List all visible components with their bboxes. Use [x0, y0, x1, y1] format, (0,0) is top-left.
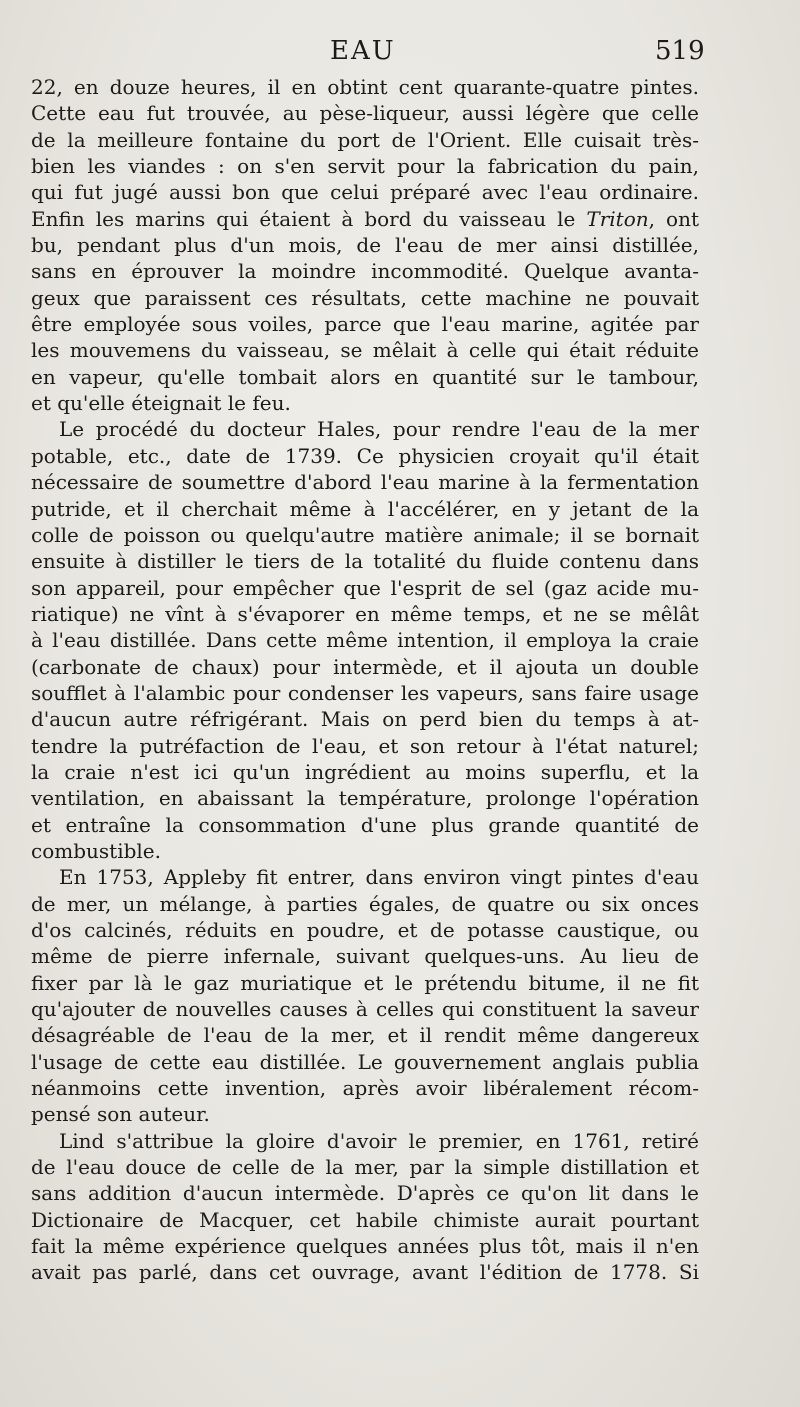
body-text [31, 74, 699, 1286]
text-line: être employée sous voiles, parce que l'eau marine, agitée par [31, 312, 699, 337]
text-line: d'os calcinés, réduits en poudre, et de potasse caustique, ou [31, 918, 699, 942]
text-line: la craie n'est ici qu'un ingrédient au moins superflu, et la [31, 759, 699, 784]
text-line: sans addition d'aucun intermède. D'après ce qu'on lit dans le [31, 1181, 699, 1206]
text-line: Le procédé du docteur Hales, pour rendre l'eau de la mer [59, 417, 699, 442]
text-run: , ont [648, 206, 699, 231]
text-line: potable, etc., date de 1739. Ce physicien croyait qu'il était [31, 443, 699, 468]
text-line: 22, en douze heures, il en obtint cent quarante-quatre pintes. [31, 75, 699, 99]
text-line: (carbonate de chaux) pour intermède, et il ajouta un double [31, 654, 699, 679]
text-line: bu, pendant plus d'un mois, de l'eau de mer ainsi distillée, [31, 233, 699, 258]
text-line: riatique) ne vînt à s'évaporer en même temps, et ne se mêlât [31, 601, 699, 626]
text-line: fixer par là le gaz muriatique et le prétendu bitume, il ne fit [31, 970, 699, 995]
text-line: combustible. [31, 838, 161, 863]
text-line [31, 206, 699, 232]
text-line: fait la même expérience quelques années plus tôt, mais il n'en [31, 1234, 699, 1259]
running-head: EAU [330, 36, 396, 66]
text-line: de la meilleure fontaine du port de l'Orient. Elle cuisait très- [31, 127, 699, 152]
text-line: Lind s'attribue la gloire d'avoir le premier, en 1761, retiré [59, 1128, 699, 1153]
page-header [0, 36, 800, 66]
text-line: ensuite à distiller le tiers de la totalité du fluide contenu dans [31, 549, 699, 574]
ship-name: Triton [586, 206, 649, 231]
text-line: Dictionaire de Macquer, cet habile chimiste aurait pourtant [31, 1207, 699, 1232]
text-line: son appareil, pour empêcher que l'esprit de sel (gaz acide mu- [31, 575, 699, 600]
text-line: d'aucun autre réfrigérant. Mais on perd bien du temps à at- [31, 707, 699, 732]
text-line: néanmoins cette invention, après avoir libéralement récom- [31, 1076, 699, 1101]
text-line: putride, et il cherchait même à l'accélérer, en y jetant de la [31, 496, 699, 521]
text-line: nécessaire de soumettre d'abord l'eau marine à la fermentation [31, 470, 699, 495]
text-line: et entraîne la consommation d'une plus grande quantité de [31, 812, 699, 837]
text-line: ventilation, en abaissant la température, prolonge l'opération [31, 786, 699, 811]
text-line: les mouvemens du vaisseau, se mêlait à celle qui était réduite [31, 338, 699, 363]
text-line: désagréable de l'eau de la mer, et il rendit même dangereux [31, 1023, 699, 1048]
text-line: Cette eau fut trouvée, au pèse-liqueur, aussi légère que celle [31, 101, 699, 126]
text-run: Enfin les marins qui étaient à bord du vaisseau le [31, 206, 587, 231]
page-number: 519 [655, 36, 705, 66]
text-line: sans en éprouver la moindre incommodité. Quelque avanta- [31, 259, 699, 284]
text-line: même de pierre infernale, suivant quelques-uns. Au lieu de [31, 944, 699, 969]
text-line: En 1753, Appleby fit entrer, dans environ vingt pintes d'eau [59, 865, 699, 890]
text-line: en vapeur, qu'elle tombait alors en quantité sur le tambour, [31, 364, 699, 389]
text-line: de mer, un mélange, à parties égales, de quatre ou six onces [31, 891, 699, 916]
text-line: pensé son auteur. [31, 1102, 210, 1127]
text-line: colle de poisson ou quelqu'autre matière animale; il se bornait [31, 522, 699, 547]
text-line: à l'eau distillée. Dans cette même intention, il employa la craie [31, 628, 699, 653]
text-line: de l'eau douce de celle de la mer, par la simple distillation et [31, 1155, 699, 1180]
text-line: geux que paraissent ces résultats, cette machine ne pouvait [31, 285, 699, 310]
text-line: soufflet à l'alambic pour condenser les vapeurs, sans faire usage [31, 680, 699, 705]
text-line: et qu'elle éteignait le feu. [31, 391, 291, 416]
text-line: l'usage de cette eau distillée. Le gouvernement anglais publia [31, 1049, 699, 1074]
text-line: bien les viandes : on s'en servit pour la fabrication du pain, [31, 154, 699, 179]
text-line: qu'ajouter de nouvelles causes à celles qui constituent la saveur [31, 997, 699, 1022]
text-line: tendre la putréfaction de l'eau, et son retour à l'état naturel; [31, 733, 699, 758]
text-line: avait pas parlé, dans cet ouvrage, avant l'édition de 1778. Si [31, 1260, 699, 1285]
text-line: qui fut jugé aussi bon que celui préparé avec l'eau ordinaire. [31, 180, 699, 205]
